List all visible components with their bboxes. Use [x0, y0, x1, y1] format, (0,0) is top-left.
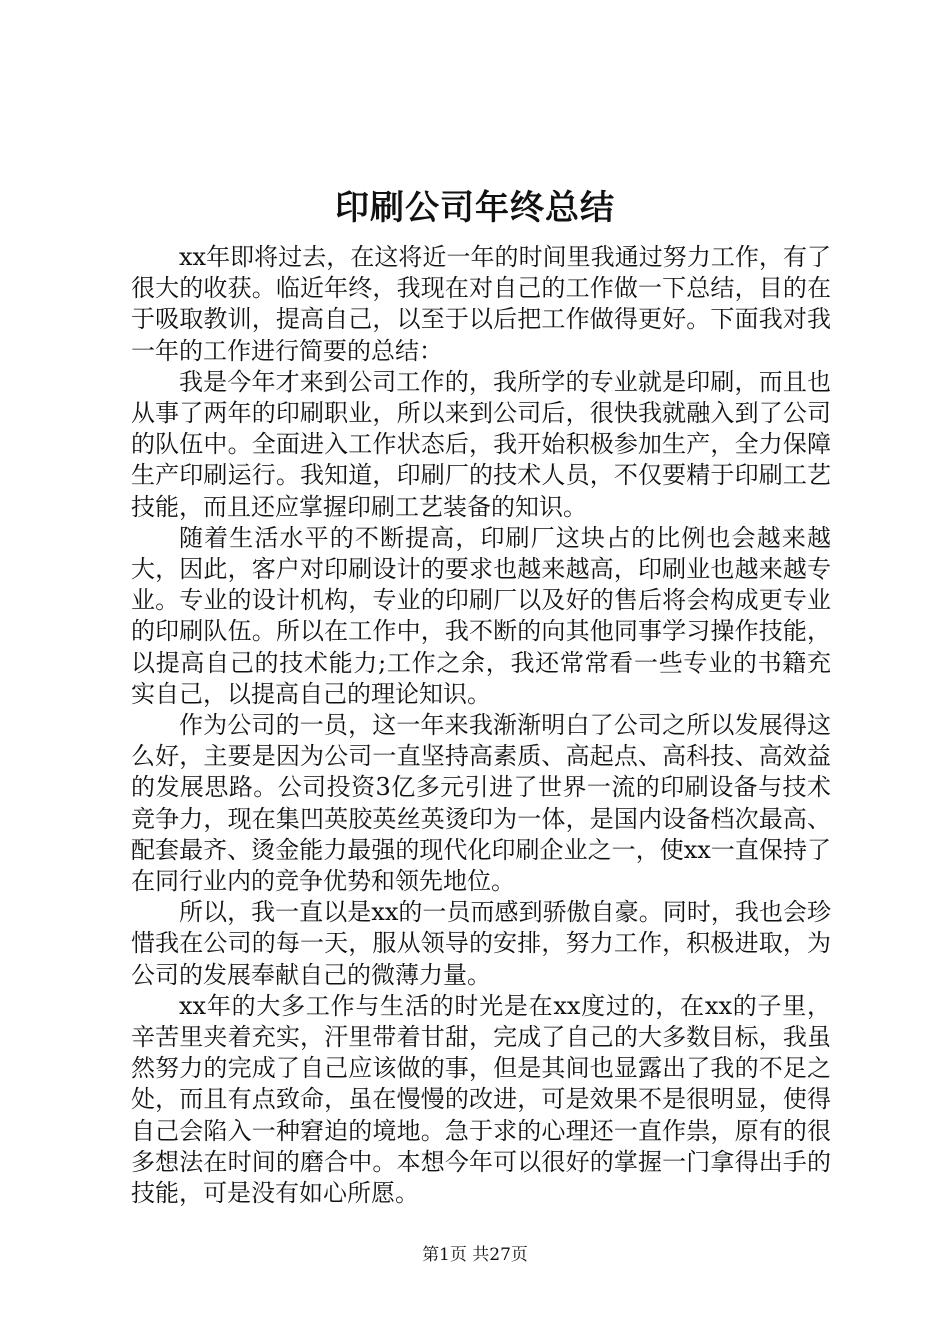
paragraph-reflection: xx年的大多工作与生活的时光是在xx度过的，在xx的子里，辛苦里夹着充实，汗里带着甘甜，完成了自己的大多数目标，我虽然努力的完成了自己应该做的事，但是其间也显露出了我的不足之处，而且有点致命，虽在慢慢的改进，可是效果不是很明显，使得自己会陷入一种窘迫的境地。急于求的心理还一直作祟，原有的很多想法在时间的磨合中。本想今年可以很好的掌握一门拿得出手的技能，可是没有如心所愿。 — [131, 991, 831, 1208]
paragraph-company: 作为公司的一员，这一年来我渐渐明白了公司之所以发展得这么好，主要是因为公司一直坚持高素质、高起点、高科技、高效益的发展思路。公司投资3亿多元引进了世界一流的印刷设备与技术竞争力，现在集凹英胶英丝英烫印为一体，是国内设备档次最高、配套最齐、烫金能力最强的现代化印刷企业之一，使xx一直保持了在同行业内的竞争优势和领先地位。 — [131, 711, 831, 896]
page-number-footer: 第1页 共27页 — [422, 1245, 528, 1265]
paragraph-background: 我是今年才来到公司工作的，我所学的专业就是印刷，而且也从事了两年的印刷职业，所以来到公司后，很快我就融入到了公司的队伍中。全面进入工作状态后，我开始积极参加生产，全力保障生产印刷运行。我知道，印刷厂的技术人员，不仅要精于印刷工艺技能，而且还应掌握印刷工艺装备的知识。 — [131, 367, 831, 521]
paragraph-pride: 所以，我一直以是xx的一员而感到骄傲自豪。同时，我也会珍惜我在公司的每一天，服从领导的安排，努力工作，积极进取，为公司的发展奉献自己的微薄力量。 — [131, 898, 831, 989]
paragraph-learning: 随着生活水平的不断提高，印刷厂这块占的比例也会越来越大，因此，客户对印刷设计的要求也越来越高，印刷业也越来越专业。专业的设计机构，专业的印刷厂以及好的售后将会构成更专业的印刷队伍。所以在工作中，我不断的向其他同事学习操作技能，以提高自己的技术能力;工作之余，我还常常看一些专业的书籍充实自己，以提高自己的理论知识。 — [131, 523, 831, 708]
document-body — [131, 242, 831, 1209]
document-title: 印刷公司年终总结 — [335, 188, 615, 228]
paragraph-intro: xx年即将过去，在这将近一年的时间里我通过努力工作，有了很大的收获。临近年终，我现在对自己的工作做一下总结，目的在于吸取教训，提高自己，以至于以后把工作做得更好。下面我对我一年的工作进行简要的总结： — [131, 243, 831, 365]
